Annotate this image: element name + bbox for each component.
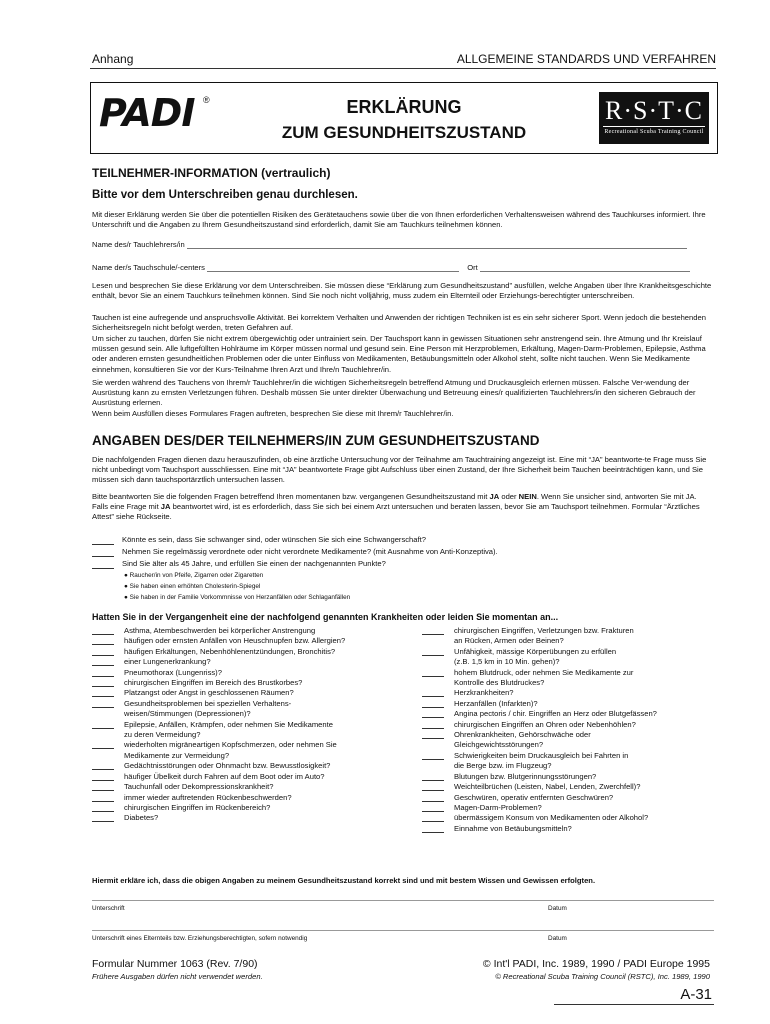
footer-note: Frühere Ausgaben dürfen nicht verwendet werden. (92, 972, 263, 981)
continuation-spacer (92, 709, 114, 717)
bullet-text: Sie haben einen erhöhten Cholesterin-Spiegel (129, 583, 261, 590)
date-label-1: Datum (548, 905, 567, 912)
question-text: weisen/Stimmungen (Depressionen)? (124, 709, 251, 719)
answer-blank[interactable] (422, 751, 444, 760)
participant-subheading: Bitte vor dem Unterschreiben genau durchlesen. (92, 189, 358, 201)
answer-blank[interactable] (92, 647, 114, 656)
question-item[interactable] (422, 647, 716, 657)
question-item[interactable] (422, 709, 716, 719)
question-text: Epilepsie, Anfällen, Krämpfen, oder nehmen Sie Medikamente (124, 719, 333, 729)
continuation-spacer (422, 740, 444, 748)
instructor-name-label: Name des/r Tauchlehrers/in (92, 240, 185, 249)
question-text: Magen-Darm-Problemen? (454, 802, 542, 812)
question-text: Nehmen Sie regelmässig verordnete oder nicht verordnete Medikamente? (mit Ausnahme von Anti-Konzeptiva). (122, 547, 498, 556)
participant-intro: Mit dieser Erklärung werden Sie über die potentiellen Risiken des Gerätetauchens sowie über die von Ihnen erforderlichen Verhaltensweisen während des Tauchkurses informiert. Ihre Unterschrift und die Angaben zu Ihrem Gesundheitszustand sind erforderlich, damit Sie am Tauchkurs teilnehmen können. (92, 210, 706, 230)
answer-blank[interactable] (422, 782, 444, 791)
question-text: Angina pectoris / chir. Eingriffen an Herz oder Blutgefässen? (454, 709, 657, 719)
past-heading: Hatten Sie in der Vergangenheit eine der nachfolgend genannten Krankheiten oder leiden Sie momentan an... (92, 612, 559, 622)
question-text: chirurgischen Eingriffen an Ohren oder Nebenhöhlen? (454, 719, 636, 729)
instructor-name-field[interactable] (92, 240, 687, 249)
health-p2-nein: NEIN (518, 492, 537, 501)
question-item[interactable] (92, 720, 412, 730)
answer-blank[interactable] (422, 626, 444, 635)
question-text: Medikamente zur Vermeidung? (124, 750, 230, 760)
question-item (92, 730, 412, 740)
question-text: Diabetes? (124, 813, 159, 823)
question-text: an Rücken, Armen oder Beinen? (454, 636, 564, 646)
question-item[interactable] (92, 636, 412, 646)
question-text: chirurgischen Eingriffen, Verletzungen bzw. Frakturen (454, 626, 634, 635)
answer-blank[interactable] (422, 688, 444, 697)
continuation-spacer (422, 636, 444, 644)
answer-blank[interactable] (422, 647, 444, 656)
question-item (422, 678, 716, 688)
question-text: übermässigem Konsum von Medikamenten oder Alkohol? (454, 813, 649, 823)
answer-blank[interactable] (92, 761, 114, 770)
question-item[interactable] (92, 657, 412, 667)
participant-p4: Sie werden während des Tauchens von Ihrem/r Tauchlehrer/in die wichtigen Sicherheitsregeln betreffend Atmung und Druckausgleich erlernen müssen. Falsche Ver-wendung der Ausrüstung kann zu ernsten Verletzungen führen. Deshalb müssen Sie unter direkter Überwachung und Betreuung eines/r qualifizierten Tauchlehrers/in den sicheren Gebrauch der Ausrüstung erlernen. (92, 378, 696, 408)
question-item[interactable] (92, 782, 412, 792)
question-age[interactable] (92, 559, 386, 569)
answer-blank[interactable] (92, 793, 114, 802)
question-text: Pneumothorax (Lungenriss)? (124, 667, 222, 677)
rstc-logo (599, 92, 709, 144)
answer-blank[interactable] (422, 720, 444, 729)
health-p2-ja2: JA (160, 502, 171, 512)
question-item (422, 657, 716, 667)
question-item[interactable] (92, 626, 412, 636)
question-text: Blutungen bzw. Blutgerinnungsstörungen? (454, 771, 597, 781)
answer-blank[interactable] (92, 688, 114, 697)
bullet-cholesterol: ● Sie haben einen erhöhten Cholesterin-Spiegel (124, 583, 261, 590)
answer-blank[interactable] (422, 772, 444, 781)
health-p2-d: beantwortet wird, ist es erforderlich, dass Sie sich bei einem Arzt untersuchen und beraten lassen, bevor Sie am Tauchsport teilnehmen. Formular “Ärztliches Attest” siehe Rückseite. (92, 502, 700, 522)
title-line1: ERKLÄRUNG (346, 97, 462, 117)
answer-blank[interactable] (92, 803, 114, 812)
question-item (92, 709, 412, 719)
answer-blank[interactable] (92, 720, 114, 729)
answer-blank[interactable] (92, 782, 114, 791)
answer-blank[interactable] (92, 772, 114, 781)
participant-p1: Lesen und besprechen Sie diese Erklärung vor dem Unterschreiben. Sie müssen diese “Erklärung zum Gesundheitszustand” ausfüllen, welche Angaben über Ihre Krankheitsgeschichte enthält, bevor Sie an einem Tauchkurs teilnehmen können. Sind Sie noch nicht volljährig, muss zudem ein Elternteil oder Erziehungs-berechtigter unterschreiben. (92, 281, 712, 301)
date-label-2: Datum (548, 935, 567, 942)
header-rule (90, 68, 716, 69)
school-name-field[interactable] (92, 263, 690, 272)
rstc-logo-caption: Recreational Scuba Training Council (603, 126, 705, 135)
question-item[interactable] (92, 761, 412, 771)
question-item[interactable] (422, 720, 716, 730)
question-pregnancy[interactable] (92, 535, 426, 545)
school-name-line[interactable] (207, 263, 459, 272)
answer-blank[interactable] (422, 668, 444, 677)
question-text: Unfähigkeit, mässige Körperübungen zu erfüllen (454, 646, 617, 656)
title-line2: ZUM GESUNDHEITSZUSTAND (281, 123, 527, 142)
bullet-family: ● Sie haben in der Familie Vorkommnisse von Herzanfällen oder Schlaganfällen (124, 594, 351, 601)
participant-p3: Um sicher zu tauchen, dürfen Sie nicht extrem übergewichtig oder untrainiert sein. Der Tauchsport kann in gewissen Situationen sehr anstrengend sein. Ihre Atmung und Ihr Kreislauf müssen gesund sein. Alle luftgefüllten Hohlräume im Körper müssen normal und gesund sein. Eine Person mit Herzproblemen, Erkältung, Magen-Darm-Problemen, Epilepsie, Asthma oder anderen ernsten gesundheitlichen Problemen oder die unter Einfluss von Medikamenten, Betäubungsmitteln oder Alkohol steht, sollte nicht tauchen. Wenn Sie Medikamente einnehmen, konsultieren Sie vor der Kurs-Teilnahme Ihren Arzt und Ihre/n Tauchlehrer/in. (92, 334, 706, 374)
header-right: ALLGEMEINE STANDARDS UND VERFAHREN (456, 52, 716, 66)
bullet-text: Sie haben in der Familie Vorkommnisse von Herzanfällen oder Schlaganfällen (129, 594, 351, 601)
answer-blank[interactable] (92, 657, 114, 666)
question-item[interactable] (422, 668, 716, 678)
question-item[interactable] (422, 813, 716, 823)
question-text: Geschwüren, operativ entfernten Geschwüren? (454, 792, 614, 802)
continuation-spacer (422, 657, 444, 665)
question-text: Gedächtnisstörungen oder Ohnmacht bzw. Bewusstlosigkeit? (124, 761, 331, 771)
question-item[interactable] (422, 803, 716, 813)
header-left: Anhang (92, 52, 134, 66)
question-item (422, 740, 716, 750)
answer-blank[interactable] (92, 626, 114, 635)
continuation-spacer (422, 761, 444, 769)
title-box (90, 82, 718, 154)
question-text: Asthma, Atembeschwerden bei körperlicher Anstrengung (124, 626, 316, 635)
question-text: Gleichgewichtsstörungen? (454, 740, 544, 750)
place-label: Ort (467, 263, 478, 272)
answer-blank[interactable] (92, 813, 114, 822)
health-p2-ja: JA (489, 492, 500, 501)
continuation-spacer (92, 730, 114, 738)
registered-mark: ® (203, 95, 210, 105)
question-item[interactable] (92, 688, 412, 698)
answer-blank[interactable] (422, 824, 444, 833)
declaration: Hiermit erkläre ich, dass die obigen Angaben zu meinem Gesundheitszustand korrekt sind und mit bestem Wissen und Gewissen erfolgten. (92, 876, 596, 885)
question-text: häufigen oder ernsten Anfällen von Heuschnupfen bzw. Allergien? (124, 636, 346, 646)
continuation-spacer (422, 678, 444, 686)
question-item[interactable] (422, 699, 716, 709)
question-item[interactable] (422, 793, 716, 803)
answer-blank[interactable] (422, 709, 444, 718)
answer-blank[interactable] (422, 793, 444, 802)
answer-blank[interactable] (422, 803, 444, 812)
answer-blank[interactable] (92, 536, 114, 545)
question-medication[interactable] (92, 547, 498, 557)
page-number: A-31 (680, 986, 712, 1003)
health-p2-b: oder (499, 492, 519, 501)
signature-line-1[interactable] (92, 900, 714, 901)
question-text: wiederholten migräneartigen Kopfschmerzen, oder nehmen Sie (124, 740, 337, 750)
question-text: (z.B. 1,5 km in 10 Min. gehen)? (454, 657, 560, 667)
question-item[interactable] (422, 772, 716, 782)
padi-logo-text: PADI (99, 91, 195, 135)
question-text: Einnahme von Betäubungsmitteln? (454, 823, 572, 833)
answer-blank[interactable] (92, 560, 114, 569)
answer-blank[interactable] (92, 699, 114, 708)
right-question-list (422, 626, 716, 834)
signature-label-1: Unterschrift (92, 905, 125, 912)
question-item[interactable] (422, 751, 716, 761)
question-text: chirurgischen Eingriffen im Rückenbereich? (124, 802, 271, 812)
question-text: Ohrenkrankheiten, Gehörschwäche oder (454, 730, 591, 740)
question-item[interactable] (92, 772, 412, 782)
question-item[interactable] (92, 813, 412, 823)
footer-rule (554, 1004, 714, 1005)
question-text: Kontrolle des Blutdruckes? (454, 678, 545, 688)
question-item[interactable] (422, 730, 716, 740)
question-item[interactable] (92, 793, 412, 803)
question-item[interactable] (422, 782, 716, 792)
answer-blank[interactable] (92, 740, 114, 749)
health-p2 (92, 492, 714, 523)
continuation-spacer (92, 751, 114, 759)
form-number: Formular Nummer 1063 (Rev. 7/90) (92, 958, 258, 970)
answer-blank[interactable] (422, 813, 444, 822)
instructor-name-line[interactable] (187, 240, 687, 249)
question-item[interactable] (422, 824, 716, 834)
school-name-label: Name der/s Tauchschule/-centers (92, 263, 205, 272)
question-text: chirurgischen Eingriffen im Bereich des Brustkorbes? (124, 678, 303, 688)
question-item[interactable] (92, 699, 412, 709)
answer-blank[interactable] (92, 636, 114, 645)
question-item (422, 636, 716, 646)
question-text: Sind Sie älter als 45 Jahre, und erfüllen Sie einen der nachgenannten Punkte? (122, 559, 386, 568)
question-text: Gesundheitsproblemen bei speziellen Verhaltens- (124, 698, 292, 708)
question-text: einer Lungenerkrankung? (124, 657, 211, 667)
bullet-text: Raucher/in von Pfeife, Zigarren oder Zigaretten (129, 572, 264, 579)
question-text: Weichteilbrüchen (Leisten, Nabel, Lenden, Zwerchfell)? (454, 782, 641, 792)
question-item[interactable] (422, 626, 716, 636)
answer-blank[interactable] (92, 668, 114, 677)
health-p2-a: Bitte beantworten Sie die folgenden Fragen betreffend Ihren momentanen bzw. vergangenen Gesundheitszustand mit (92, 492, 490, 501)
health-p2-c: . Wenn Sie unsicher sind, antworten Sie mit JA. Falls eine Frage mit (92, 492, 697, 512)
answer-blank[interactable] (422, 730, 444, 739)
question-text: Herzkrankheiten? (454, 688, 514, 698)
question-item[interactable] (92, 668, 412, 678)
question-text: die Berge bzw. im Flugzeug? (454, 761, 552, 771)
question-item (422, 761, 716, 771)
question-text: zu deren Vermeidung? (124, 730, 201, 740)
participant-p5: Wenn beim Ausfüllen dieses Formulares Fragen auftreten, besprechen Sie diese mit Ihrem/r Tauchlehrer/in. (92, 409, 454, 418)
question-item[interactable] (422, 688, 716, 698)
answer-blank[interactable] (422, 699, 444, 708)
question-text: häufiger Übelkeit durch Fahren auf dem Boot oder im Auto? (124, 771, 325, 781)
question-text: Herzanfällen (Infarkten)? (454, 698, 538, 708)
left-question-list (92, 626, 412, 824)
question-item[interactable] (92, 740, 412, 750)
copyright-rstc: © Recreational Scuba Training Council (RSTC), Inc. 1989, 1990 (495, 972, 710, 981)
question-text: immer wieder auftretenden Rückenbeschwerden? (124, 792, 292, 802)
question-text: hohem Blutdruck, oder nehmen Sie Medikamente zur (454, 667, 634, 677)
question-text: Tauchunfall oder Dekompressionskrankheit? (124, 782, 274, 792)
question-item (92, 751, 412, 761)
question-text: Könnte es sein, dass Sie schwanger sind, oder wünschen Sie sich eine Schwangerschaft? (122, 535, 426, 544)
question-item[interactable] (92, 678, 412, 688)
participant-p2: Tauchen ist eine aufregende und anspruchsvolle Aktivität. Bei korrektem Verhalten und Anwenden der richtigen Techniken ist es ein sehr sicherer Sport. Wenn jedoch die bestehenden Sicherheitsregeln nicht befolgt werden, treten Gefahren auf. (92, 313, 706, 333)
question-item[interactable] (92, 647, 412, 657)
answer-blank[interactable] (92, 548, 114, 557)
question-text: Platzangst oder Angst in geschlossenen Räumen? (124, 688, 294, 698)
copyright-padi: © Int'l PADI, Inc. 1989, 1990 / PADI Europe 1995 (482, 958, 710, 970)
bullet-smoker: ● Raucher/in von Pfeife, Zigarren oder Zigaretten (124, 572, 264, 579)
question-text: häufigen Erkältungen, Nebenhöhlenentzündungen, Bronchitis? (124, 646, 336, 656)
health-heading: ANGABEN DES/DER TEILNEHMERS/IN ZUM GESUNDHEITSZUSTAND (92, 433, 540, 448)
signature-line-2[interactable] (92, 930, 714, 931)
place-line[interactable] (480, 263, 690, 272)
signature-label-2: Unterschrift eines Elternteils bzw. Erziehungsberechtigten, sofern notwendig (92, 935, 308, 942)
health-p1: Die nachfolgenden Fragen dienen dazu herauszufinden, ob eine ärztliche Untersuchung vor der Teilnahme am Tauchtraining angezeigt ist. Eine mit “JA” beantworte-te Frage muss Sie nicht unbedingt vom Tauchsport ausschliessen. Eine mit “JA” beantwortete Frage gibt Aufschluss über einen Zustand, der Ihre Sicherheit beim Tauchen beeinträchtigen kann, und Sie müssen sich dann tauchsportärztlich untersuchen lassen. (92, 455, 707, 485)
answer-blank[interactable] (92, 678, 114, 687)
rstc-logo-text: R·S·T·C (605, 96, 703, 125)
question-item[interactable] (92, 803, 412, 813)
participant-heading: TEILNEHMER-INFORMATION (vertraulich) (92, 166, 331, 180)
question-text: Schwierigkeiten beim Druckausgleich bei Fahrten in (454, 750, 629, 760)
